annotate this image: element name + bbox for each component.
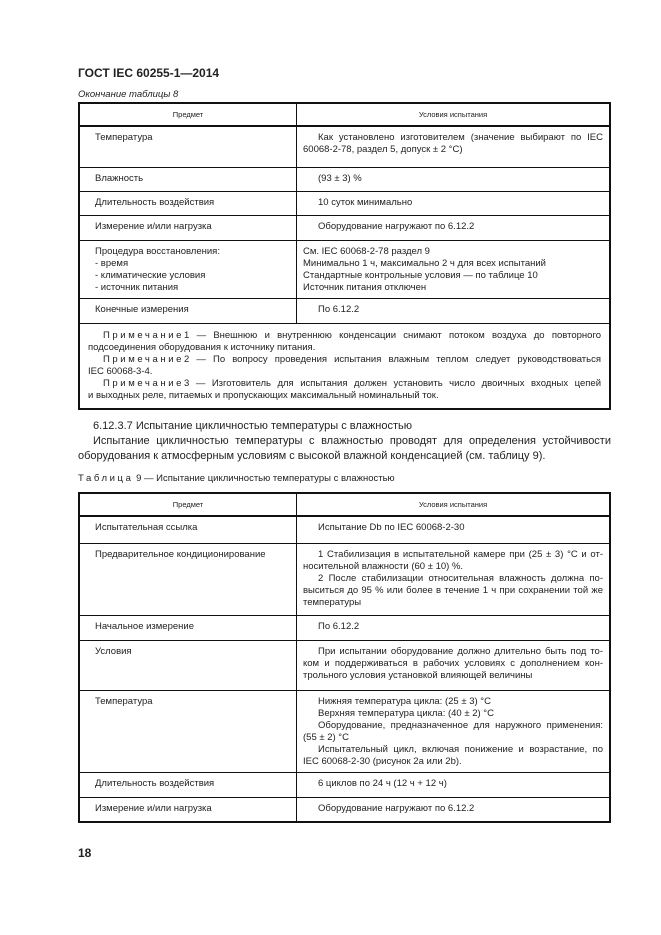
conditions-line: Как установлено изготовителем (значение выбирают по IEC — [318, 132, 603, 143]
conditions-line: Стандартные контрольные условия — по таблице 10 — [303, 269, 538, 281]
conditions-line: ком и поддерживаться в рабочих условиях с дополнением кон- — [303, 657, 603, 669]
note-line — [88, 366, 601, 378]
table8-caption: Окончание таблицы 8 — [78, 89, 179, 100]
conditions-line: Испытательный цикл, включая понижение и возрастание, по — [318, 743, 603, 755]
subject-line: Процедура восстановления: — [95, 245, 220, 257]
note-text: и выходных реле, питаемых и пропускающих максимальный номинальный ток. — [88, 389, 439, 401]
note-text: — Изготовитель для испытания должен установить число двоичных входных цепей — [195, 377, 602, 389]
table9-caption-label: Таблица — [78, 473, 134, 484]
subject-line: Испытательная ссылка — [95, 522, 198, 533]
subject-cell — [79, 126, 297, 167]
document-header: ГОСТ IEC 60255-1—2014 — [78, 66, 220, 80]
subject-line: Конечные измерения — [95, 303, 189, 315]
table9-caption — [78, 473, 395, 484]
table9-caption-num: 9 — [136, 473, 142, 484]
subject-line: Предварительное кондиционирование — [95, 548, 266, 560]
note-line — [88, 390, 601, 402]
subject-cell — [79, 797, 297, 822]
conditions-line: См. IEC 60068-2-78 раздел 9 — [303, 245, 430, 257]
subject-cell — [79, 240, 297, 298]
subject-line: Температура — [95, 695, 153, 707]
subject-line: Условия — [95, 645, 132, 657]
conditions-line: выситься до 95 % или более в течение 1 ч при сохранении той же — [303, 584, 603, 596]
table-row — [79, 543, 610, 615]
table-row — [79, 215, 610, 240]
table-header-row — [79, 103, 610, 126]
conditions-line: Оборудование нагружают по 6.12.2 — [318, 802, 475, 814]
subject-cell — [79, 167, 297, 191]
subject-line: - климатические условия — [95, 269, 206, 281]
conditions-line: 60068-2-78, раздел 5, допуск ± 2 °C) — [303, 144, 463, 155]
subject-line: Длительность воздействия — [95, 777, 215, 789]
conditions-line: Оборудование, предназначенное для наружного применения: — [318, 719, 603, 731]
conditions-line: (93 ± 3) % — [318, 172, 362, 184]
column-header: Условия испытания — [297, 493, 611, 516]
conditions-cell — [297, 167, 611, 191]
table-header-row — [79, 493, 610, 516]
conditions-line: (55 ± 2) °C — [303, 731, 349, 743]
note-text: подсоединения оборудования к источнику питания. — [88, 341, 316, 353]
section-line: Испытание цикличностью температуры с влажностью проводят для определения устойчивости — [93, 435, 611, 447]
note-label: Примечание — [103, 329, 184, 341]
subject-cell — [79, 690, 297, 772]
page-number: 18 — [78, 846, 92, 860]
note-number: 2 — [184, 353, 190, 365]
table-row — [79, 516, 610, 543]
conditions-line: Верхняя температура цикла: (40 ± 2) °C — [318, 707, 494, 719]
notes-cell — [79, 323, 610, 409]
note-line — [88, 354, 601, 366]
subject-cell — [79, 543, 297, 615]
subject-cell — [79, 640, 297, 690]
note-number: 3 — [184, 377, 190, 389]
table-row — [79, 298, 610, 323]
conditions-line: По 6.12.2 — [318, 620, 360, 632]
conditions-line: IEC 60068-2-30 (рисунок 2a или 2b). — [303, 755, 462, 767]
subject-cell — [79, 298, 297, 323]
note-number: 1 — [184, 329, 190, 341]
conditions-cell — [297, 215, 611, 240]
subject-line: Начальное измерение — [95, 620, 194, 632]
conditions-line: 2 После стабилизации относительная влажность должна по- — [318, 572, 603, 584]
conditions-cell — [297, 126, 611, 167]
conditions-cell — [297, 640, 611, 690]
subject-line: Измерение и/или нагрузка — [95, 802, 212, 814]
section-heading: 6.12.3.7 Испытание цикличностью температуры с влажностью — [93, 420, 412, 432]
note-label: Примечание — [103, 353, 184, 365]
note-line — [88, 378, 601, 390]
conditions-line: По 6.12.2 — [318, 303, 360, 315]
conditions-cell — [297, 772, 611, 797]
subject-cell — [79, 772, 297, 797]
column-header: Предмет — [79, 493, 297, 516]
conditions-cell — [297, 615, 611, 640]
section-line: оборудования к атмосферным условиям с высокой влажной конденсацией (см. таблицу 9). — [78, 450, 546, 462]
conditions-line: температуры — [303, 596, 362, 608]
conditions-line: трольного условия установкой влияющей величины — [303, 669, 533, 681]
conditions-line: Испытание Db по IEC 60068-2-30 — [318, 522, 465, 533]
conditions-cell — [297, 240, 611, 298]
table-row — [79, 690, 610, 772]
column-header: Условия испытания — [297, 103, 611, 126]
note-text: IEC 60068-3-4. — [88, 365, 153, 377]
subject-line: - время — [95, 257, 129, 269]
subject-line: Влажность — [95, 172, 144, 184]
table-9 — [78, 492, 611, 823]
subject-line: Температура — [95, 132, 153, 143]
subject-cell — [79, 191, 297, 215]
conditions-line: 10 суток минимально — [318, 196, 413, 208]
section-text — [78, 419, 611, 464]
subject-line: Длительность воздействия — [95, 196, 215, 208]
notes-row — [79, 323, 610, 409]
subject-cell — [79, 615, 297, 640]
subject-cell — [79, 516, 297, 543]
conditions-cell — [297, 298, 611, 323]
subject-line: - источник питания — [95, 281, 179, 293]
table-row — [79, 240, 610, 298]
conditions-line: Источник питания отключен — [303, 281, 427, 293]
conditions-cell — [297, 543, 611, 615]
subject-cell — [79, 215, 297, 240]
table-row — [79, 797, 610, 822]
note-text: — По вопросу проведения испытания влажным теплом следует руководствоваться — [196, 353, 602, 365]
table9-caption-text: — Испытание цикличностью температуры с влажностью — [144, 473, 395, 484]
conditions-cell — [297, 516, 611, 543]
table-row — [79, 167, 610, 191]
subject-line: Измерение и/или нагрузка — [95, 220, 212, 232]
note-label: Примечание — [103, 377, 184, 389]
note-text: — Внешнюю и внутреннюю конденсации снимают потоком воздуха до повторного — [196, 329, 602, 341]
conditions-line: носительной влажности (60 ± 10) %. — [303, 560, 464, 572]
conditions-line: Нижняя температура цикла: (25 ± 3) °C — [318, 695, 491, 707]
conditions-cell — [297, 797, 611, 822]
note-line — [88, 330, 601, 342]
conditions-cell — [297, 690, 611, 772]
column-header: Предмет — [79, 103, 297, 126]
conditions-line: 1 Стабилизация в испытательной камере при (25 ± 3) °C и от- — [318, 548, 603, 560]
table-row — [79, 772, 610, 797]
conditions-line: Минимально 1 ч, максимально 2 ч для всех испытаний — [303, 257, 546, 269]
table-row — [79, 615, 610, 640]
table-row — [79, 191, 610, 215]
table-row — [79, 640, 610, 690]
note-line — [88, 342, 601, 354]
conditions-cell — [297, 191, 611, 215]
conditions-line: Оборудование нагружают по 6.12.2 — [318, 220, 475, 232]
table-row — [79, 126, 610, 167]
conditions-line: При испытании оборудование должно длительно быть под то- — [318, 645, 603, 657]
conditions-line: 6 циклов по 24 ч (12 ч + 12 ч) — [318, 777, 447, 789]
table-8 — [78, 102, 611, 410]
